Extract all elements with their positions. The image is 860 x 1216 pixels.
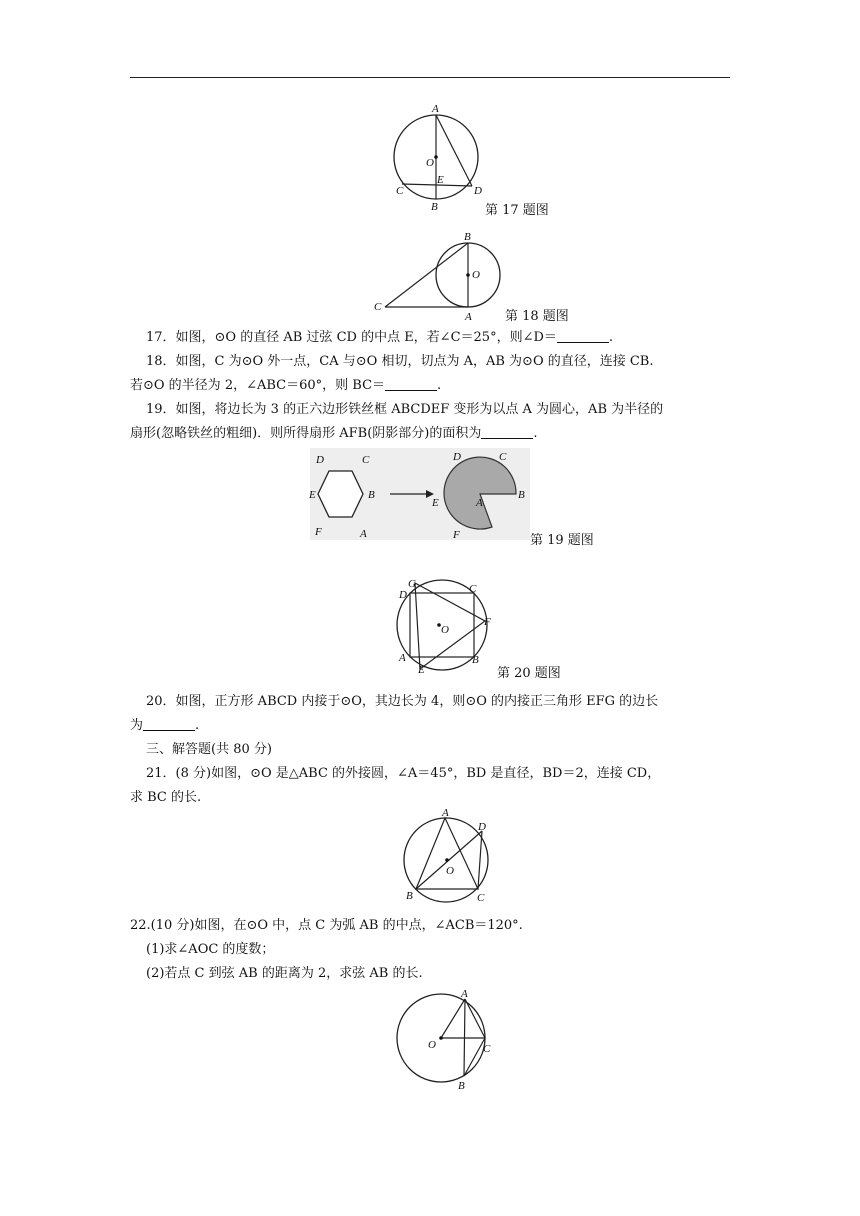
section-3-title: 三、解答题(共 80 分) — [146, 742, 272, 757]
svg-text:A: A — [360, 528, 367, 540]
svg-text:A: A — [442, 807, 449, 819]
question-18-line1: 18．如图，C 为⊙O 外一点，CA 与⊙O 相切，切点为 A，AB 为⊙O 的直径，连接 CB. — [146, 354, 654, 369]
svg-text:O: O — [446, 865, 454, 877]
svg-text:D: D — [474, 185, 482, 197]
figure-19 — [310, 448, 530, 540]
svg-text:B: B — [368, 489, 375, 501]
question-20-line2: 为 — [130, 718, 144, 733]
answer-blank — [481, 426, 533, 439]
question-19-line1: 19．如图，将边长为 3 的正六边形铁丝框 ABCDEF 变形为以点 A 为圆心，AB 为半径的 — [146, 402, 664, 417]
question-19 — [130, 398, 730, 422]
end-punct: . — [195, 718, 200, 733]
svg-text:B: B — [458, 1080, 465, 1092]
question-17-text: 17．如图，⊙O 的直径 AB 过弦 CD 的中点 E，若∠C＝25°，则∠D＝ — [146, 330, 557, 345]
question-18-cont — [130, 374, 730, 398]
question-21-line1: 21．(8 分)如图，⊙O 是△ABC 的外接圆，∠A＝45°，BD 是直径，BD＝2，连接 CD， — [146, 766, 661, 781]
figure-18-caption: 第 18 题图 — [505, 309, 569, 324]
svg-text:G: G — [408, 578, 416, 590]
svg-text:O: O — [472, 269, 480, 281]
svg-text:C: C — [483, 1043, 491, 1055]
question-19-cont — [130, 422, 730, 446]
svg-text:C: C — [499, 451, 507, 463]
end-punct: . — [533, 426, 538, 441]
question-18 — [130, 350, 730, 374]
question-20-line1: 20．如图，正方形 ABCD 内接于⊙O，其边长为 4，则⊙O 的内接正三角形 EFG 的边长 — [146, 694, 659, 709]
svg-text:B: B — [406, 890, 413, 902]
question-21 — [130, 762, 730, 786]
svg-text:A: A — [461, 988, 468, 1000]
question-18-line2: 若⊙O 的半径为 2，∠ABC＝60°，则 BC＝ — [130, 378, 386, 393]
svg-text:D: D — [399, 589, 407, 601]
svg-text:D: D — [478, 821, 486, 833]
svg-text:C: C — [469, 583, 477, 595]
question-19-line2: 扇形(忽略铁丝的粗细)．则所得扇形 AFB(阴影部分)的面积为 — [130, 426, 482, 441]
answer-blank — [557, 330, 609, 343]
svg-text:O: O — [441, 624, 449, 636]
svg-text:E: E — [309, 489, 316, 501]
figure-20-caption: 第 20 题图 — [497, 666, 561, 681]
svg-text:B: B — [431, 201, 438, 213]
svg-text:D: D — [453, 451, 461, 463]
figure-17 — [388, 100, 488, 215]
svg-text:A: A — [476, 497, 483, 509]
question-22-line1: 22.(10 分)如图，在⊙O 中，点 C 为弧 AB 的中点，∠ACB＝120°. — [130, 918, 523, 933]
svg-text:E: E — [432, 497, 439, 509]
figure-18 — [370, 228, 505, 323]
figure-19-caption: 第 19 题图 — [530, 533, 594, 548]
header-rule — [130, 77, 730, 78]
section-heading — [130, 738, 730, 762]
svg-text:B: B — [518, 489, 525, 501]
question-22 — [130, 914, 730, 938]
figure-20 — [395, 575, 495, 675]
question-17 — [130, 326, 730, 350]
question-20 — [130, 690, 730, 714]
question-22-part2: (2)若点 C 到弦 AB 的距离为 2，求弦 AB 的长. — [146, 966, 423, 981]
svg-text:E: E — [418, 664, 425, 676]
end-punct: . — [608, 330, 614, 345]
svg-text:A: A — [399, 652, 406, 664]
svg-text:B: B — [464, 231, 471, 243]
svg-text:O: O — [428, 1039, 436, 1051]
svg-text:E: E — [437, 174, 444, 186]
svg-text:C: C — [396, 185, 404, 197]
figure-22 — [395, 986, 505, 1091]
question-21-line2: 求 BC 的长. — [130, 790, 202, 805]
figure-17-caption: 第 17 题图 — [485, 203, 549, 218]
answer-blank — [143, 718, 195, 731]
svg-text:O: O — [426, 157, 434, 169]
question-22-part1: (1)求∠AOC 的度数； — [146, 942, 275, 957]
svg-text:A: A — [465, 311, 472, 323]
svg-text:D: D — [316, 454, 324, 466]
svg-text:C: C — [477, 892, 485, 904]
svg-text:F: F — [453, 529, 460, 541]
svg-text:C: C — [374, 301, 382, 313]
question-20-cont — [130, 714, 730, 738]
svg-text:A: A — [432, 103, 439, 115]
end-punct: . — [437, 378, 442, 393]
svg-text:F: F — [484, 616, 491, 628]
svg-text:B: B — [472, 654, 479, 666]
answer-blank — [385, 378, 437, 391]
figure-21 — [398, 806, 498, 906]
svg-text:C: C — [362, 454, 370, 466]
svg-text:F: F — [315, 526, 322, 538]
